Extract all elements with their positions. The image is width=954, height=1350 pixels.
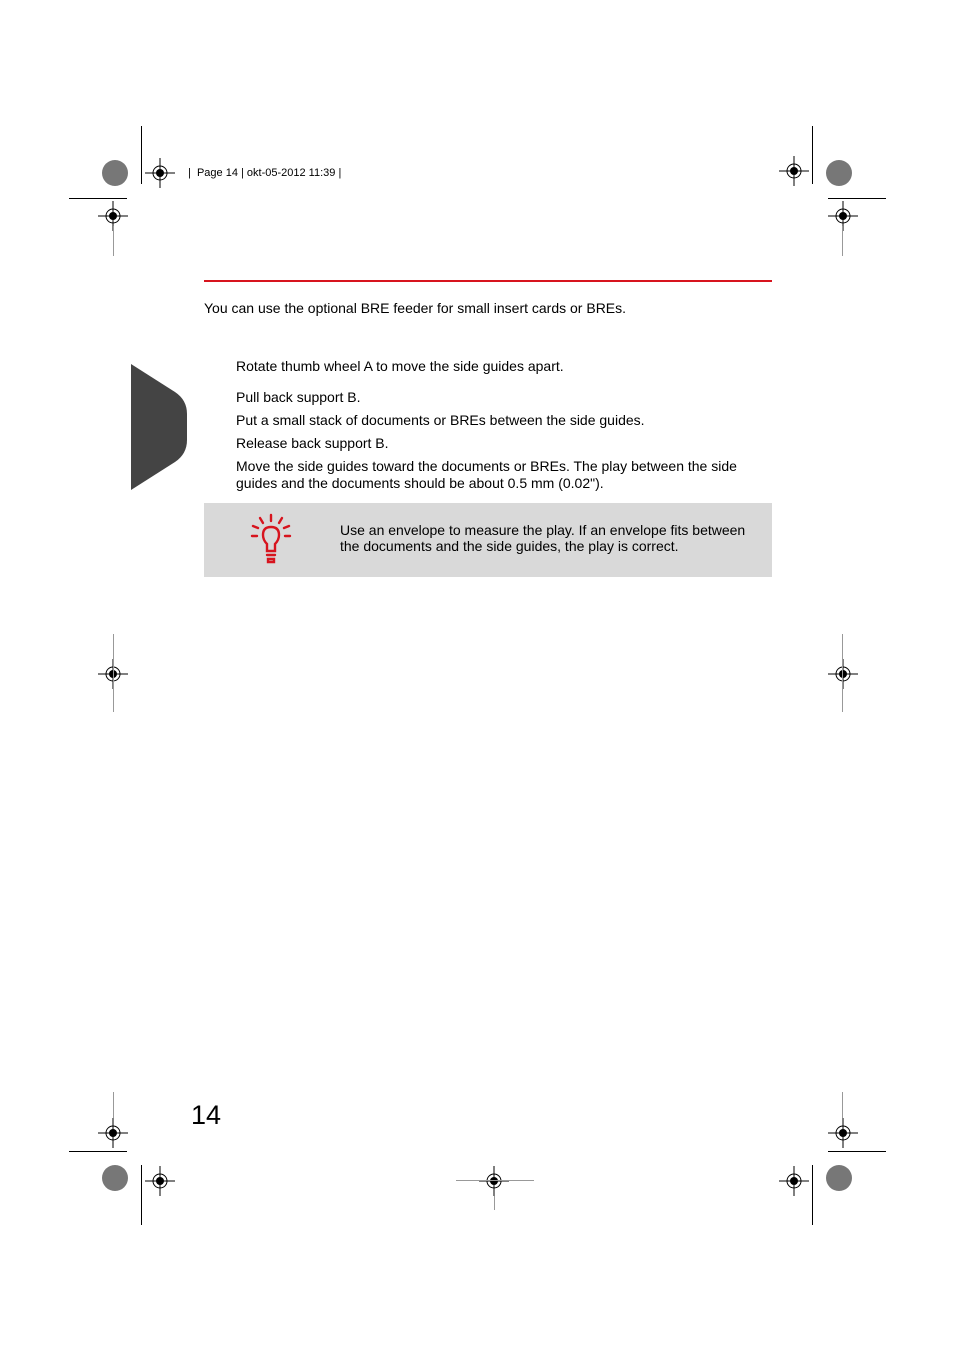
registration-mark-icon	[824, 1163, 854, 1193]
step-item: Release back support B.	[236, 435, 389, 451]
crosshair-icon	[779, 1166, 809, 1196]
intro-text: You can use the optional BRE feeder for small insert cards or BREs.	[204, 300, 627, 316]
crosshair-icon	[779, 156, 809, 186]
section-divider	[204, 280, 772, 282]
crosshair-icon	[828, 659, 858, 689]
step-item: Pull back support B.	[236, 389, 361, 405]
registration-mark-icon	[100, 1163, 130, 1193]
tip-text: Use an envelope to measure the play. If an envelope fits between the documents and the side guides, the play is correct.	[340, 522, 746, 554]
crosshair-icon	[828, 1118, 858, 1148]
lightbulb-icon	[250, 513, 292, 565]
crosshair-icon	[145, 1166, 175, 1196]
page-number: 14	[191, 1100, 222, 1130]
step-item: Rotate thumb wheel A to move the side guides apart.	[236, 358, 564, 374]
crosshair-icon	[479, 1166, 509, 1196]
crosshair-icon	[828, 201, 858, 231]
registration-mark-icon	[824, 158, 854, 188]
registration-mark-icon	[100, 158, 130, 188]
step-item: Move the side guides toward the documents or BREs. The play between the side guides and the documents should be about 0.5 mm (0.02").	[236, 458, 737, 491]
crosshair-icon	[98, 1118, 128, 1148]
chapter-tab-marker	[131, 364, 187, 490]
step-item: Put a small stack of documents or BREs between the side guides.	[236, 412, 645, 428]
crosshair-icon	[145, 158, 175, 188]
print-info-header: | Page 14 | okt-05-2012 11:39 |	[188, 167, 342, 179]
